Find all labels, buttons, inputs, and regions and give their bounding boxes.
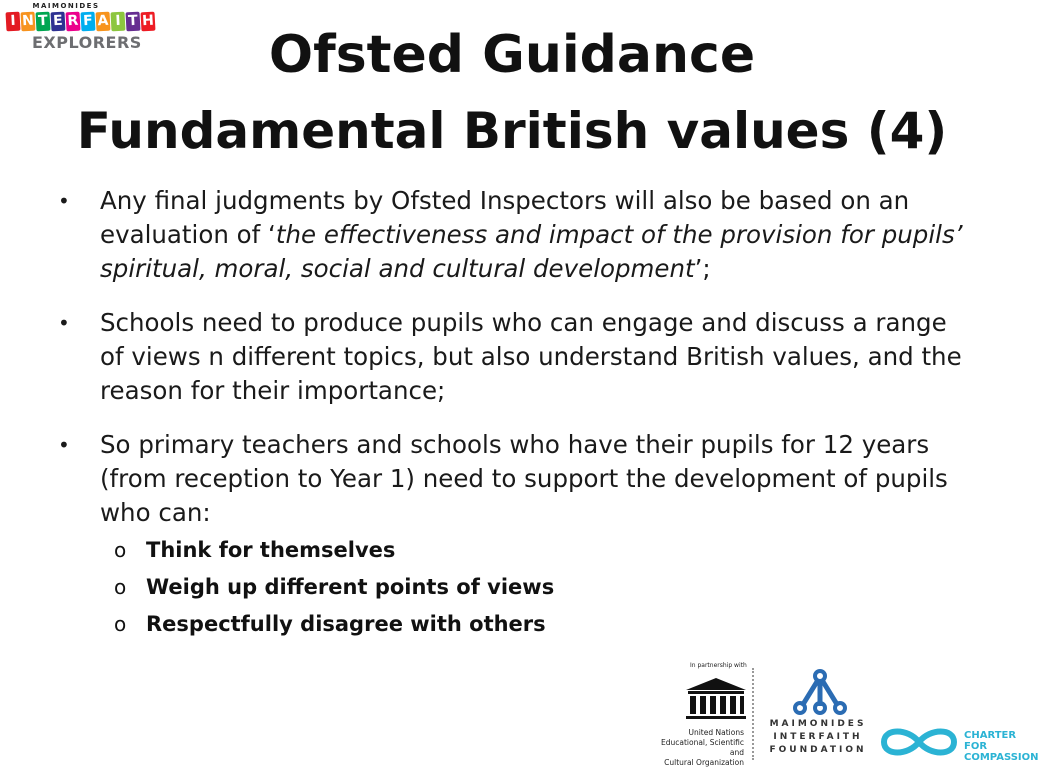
sub-item-2-text: Weigh up different points of views bbox=[146, 575, 555, 599]
maimonides-foundation-name bbox=[766, 718, 870, 757]
slide-content bbox=[58, 184, 978, 643]
mif-line-2: INTERFAITH bbox=[773, 732, 863, 742]
bullet-2 bbox=[58, 306, 978, 408]
partnership-caption: In partnership with bbox=[690, 662, 747, 669]
logo-letter-tile: E bbox=[51, 12, 66, 32]
bullet-1 bbox=[58, 184, 978, 286]
logo-top-text: MAIMONIDES bbox=[32, 2, 100, 10]
bullet-dot: • bbox=[58, 311, 70, 335]
partner-logos bbox=[648, 658, 1039, 768]
sub-item-1-text: Think for themselves bbox=[146, 538, 396, 562]
slide-title-line1: Ofsted Guidance bbox=[268, 25, 756, 85]
sub-item-3 bbox=[58, 606, 978, 643]
bullet-dot: • bbox=[58, 433, 70, 457]
logo-letter-tile: A bbox=[96, 12, 111, 32]
sub-bullet-marker: o bbox=[114, 612, 127, 636]
logo-letter-tile: T bbox=[126, 12, 141, 32]
sub-item-3-text: Respectfully disagree with others bbox=[146, 612, 546, 636]
mif-line-3: FOUNDATION bbox=[769, 745, 867, 755]
partner-divider bbox=[752, 668, 754, 760]
sub-item-2 bbox=[58, 569, 978, 606]
slide-title-line2: Fundamental British values (4) bbox=[76, 102, 948, 160]
charter-for-compassion-name bbox=[964, 730, 1039, 763]
logo-letter-tile: H bbox=[141, 12, 156, 32]
bullet-1-text-italic: the effectiveness and impact of the provision for pupils’ spiritual, moral, social and cultural development bbox=[100, 220, 963, 283]
logo-letter-tile: T bbox=[36, 12, 51, 32]
maimonides-foundation-icon bbox=[788, 668, 852, 716]
charter-for-compassion-icon bbox=[878, 724, 960, 760]
bullet-dot: • bbox=[58, 189, 70, 213]
sub-bullet-marker: o bbox=[114, 538, 127, 562]
unesco-name bbox=[648, 728, 744, 768]
logo-bottom-text: EXPLORERS bbox=[32, 33, 142, 52]
bullet-3-text: So primary teachers and schools who have their pupils for 12 years (from reception to Year 1) need to support the development of pupils who can: bbox=[100, 430, 948, 527]
logo-letter-tile: N bbox=[21, 12, 36, 32]
bullet-1-text-post: ’; bbox=[694, 254, 711, 283]
unesco-temple-icon bbox=[684, 676, 748, 722]
sub-item-1 bbox=[58, 532, 978, 569]
bullet-3 bbox=[58, 428, 978, 530]
logo-letter-tile: R bbox=[66, 12, 81, 32]
unesco-line-2: Educational, Scientific and bbox=[661, 738, 744, 757]
charter-line-1: CHARTER FOR bbox=[964, 730, 1017, 752]
bullet-2-text: Schools need to produce pupils who can engage and discuss a range of views n different topics, but also understand British values, and the reason for their importance; bbox=[100, 308, 962, 405]
charter-line-2: COMPASSION bbox=[964, 752, 1039, 763]
unesco-line-3: Cultural Organization bbox=[664, 758, 744, 767]
sub-bullet-marker: o bbox=[114, 575, 127, 599]
unesco-line-1: United Nations bbox=[688, 728, 744, 737]
mif-line-1: MAIMONIDES bbox=[769, 719, 867, 729]
logo-letter-tile: F bbox=[81, 12, 96, 32]
bullet-1-text-pre: Any final judgments by Ofsted Inspectors will also be based on an evaluation of ‘ bbox=[100, 186, 910, 249]
logo-letter-tile: I bbox=[6, 12, 21, 32]
logo-letter-tile: I bbox=[111, 12, 126, 32]
